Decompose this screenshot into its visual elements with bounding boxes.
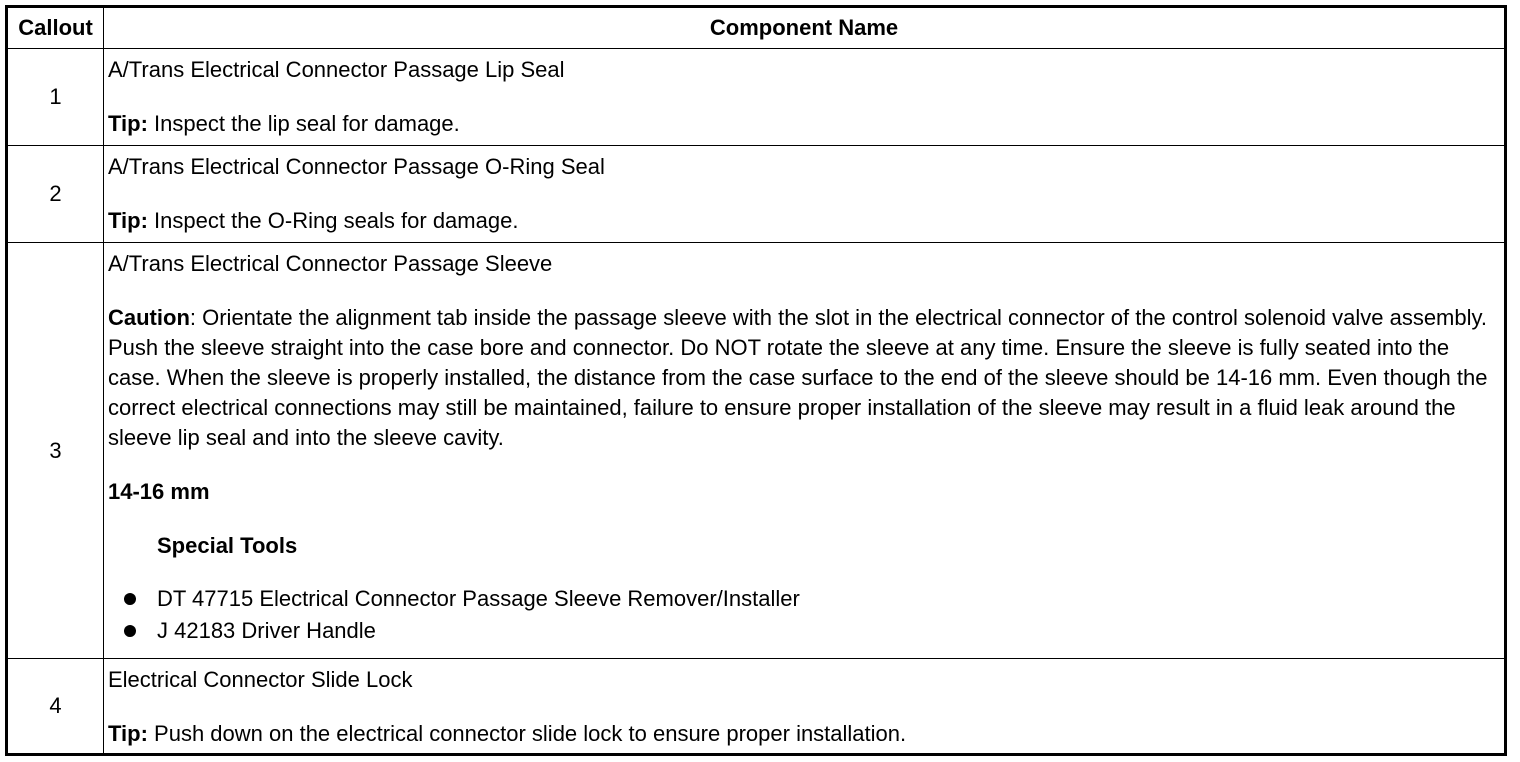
special-tools-heading: Special Tools [157, 533, 298, 558]
bullet-icon [124, 593, 136, 605]
caution-text: : Orientate the alignment tab inside the passage sleeve with the slot in the electrical connector of the control solenoid valve assembly. Push the sleeve straight into the case bore and connector. Do NOT rotate the sleeve at any time. Ensure the sleeve is fully seated into the case. When the sleeve is properly installed, the distance from the case surface to the end of the sleeve should be 14-16 mm. Even though the correct electrical connections may still be maintained, failure to ensure proper installation of the sleeve may result in a fluid leak around the sleeve lip seal and into the sleeve cavity. [108, 305, 1488, 450]
component-table-document [5, 5, 1507, 756]
list-item [108, 615, 1494, 647]
tip-label: Tip: [108, 111, 148, 136]
tip-note [108, 109, 1494, 139]
component-title: A/Trans Electrical Connector Passage O-Ring Seal [108, 154, 605, 179]
tool-name: DT 47715 Electrical Connector Passage Sleeve Remover/Installer [157, 586, 800, 611]
component-cell [104, 243, 1506, 659]
component-title: Electrical Connector Slide Lock [108, 667, 413, 692]
callout-number: 4 [7, 659, 104, 755]
spec-value: 14-16 mm [108, 479, 210, 504]
tip-note [108, 206, 1494, 236]
component-cell [104, 146, 1506, 243]
table-row [7, 146, 1506, 243]
caution-label: Caution [108, 305, 190, 330]
caution-note [108, 303, 1494, 453]
component-cell [104, 49, 1506, 146]
bullet-icon [124, 625, 136, 637]
tip-text: Push down on the electrical connector slide lock to ensure proper installation. [147, 721, 907, 746]
tip-label: Tip: [108, 721, 148, 746]
table-row [7, 243, 1506, 659]
header-row [7, 7, 1506, 49]
callout-number: 2 [7, 146, 104, 243]
component-cell [104, 659, 1506, 755]
callout-number: 3 [7, 243, 104, 659]
component-title: A/Trans Electrical Connector Passage Sleeve [108, 251, 553, 276]
table-row [7, 659, 1506, 755]
tip-text: Inspect the O-Ring seals for damage. [147, 208, 519, 233]
callout-number: 1 [7, 49, 104, 146]
tip-note [108, 719, 1494, 749]
list-item [108, 583, 1494, 615]
component-title: A/Trans Electrical Connector Passage Lip Seal [108, 57, 565, 82]
header-callout: Callout [7, 7, 104, 49]
component-table [5, 5, 1507, 756]
tip-label: Tip: [108, 208, 148, 233]
special-tools-list [108, 583, 1494, 647]
tool-name: J 42183 Driver Handle [157, 618, 376, 643]
table-row [7, 49, 1506, 146]
tip-text: Inspect the lip seal for damage. [147, 111, 460, 136]
header-component-name: Component Name [104, 7, 1506, 49]
